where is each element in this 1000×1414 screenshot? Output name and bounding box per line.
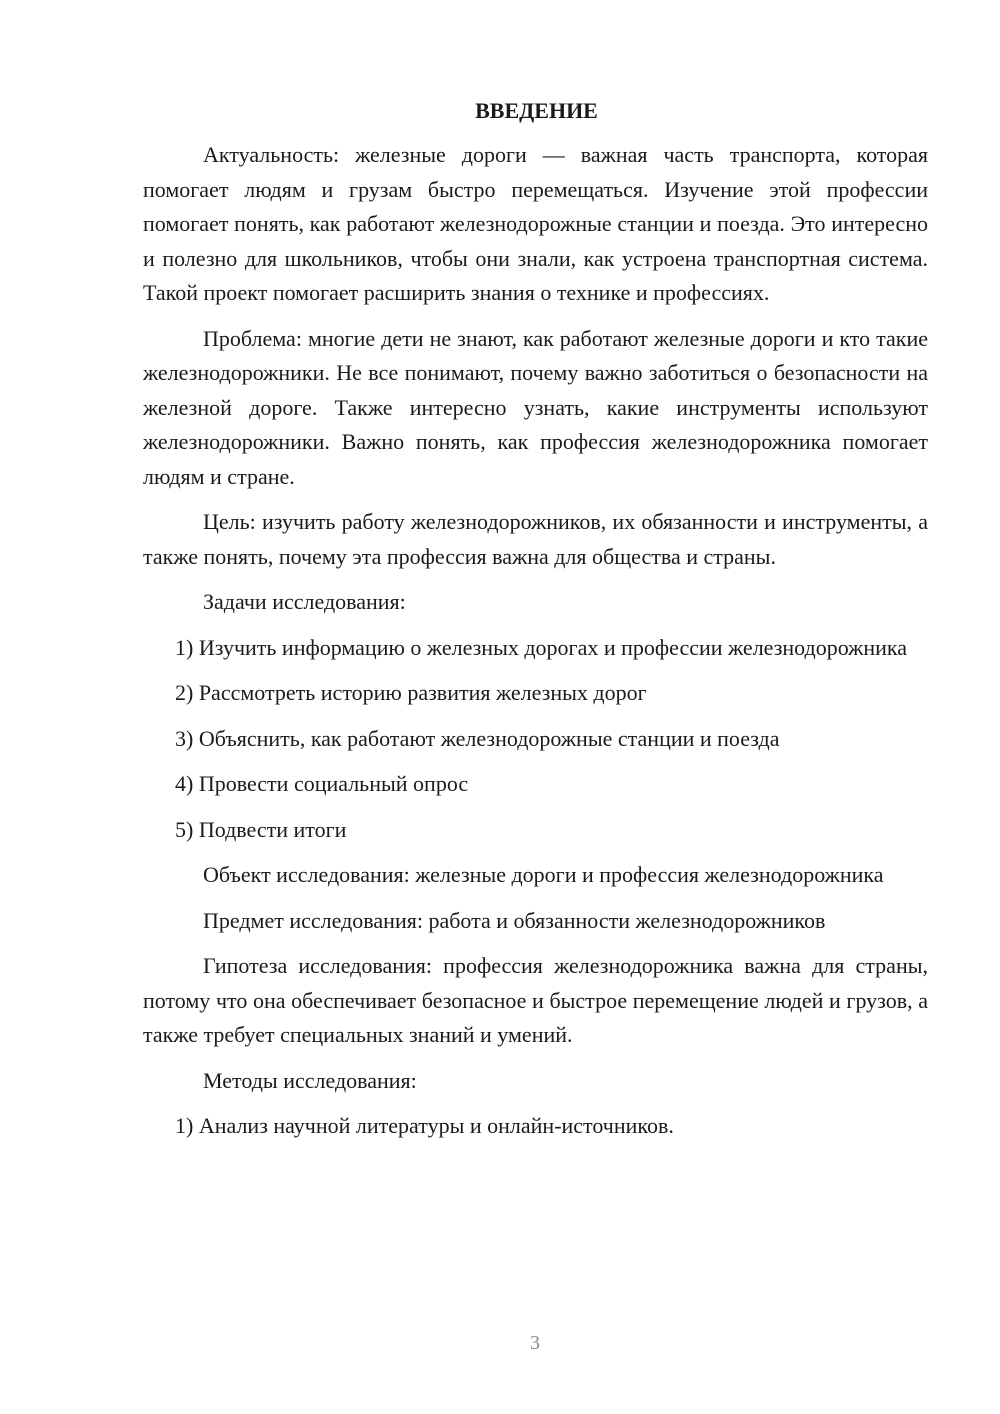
object-paragraph: Объект исследования: железные дороги и профессия железнодорожника xyxy=(203,862,884,887)
task-item-4: 4) Провести социальный опрос xyxy=(175,771,469,796)
task-item-5: 5) Подвести итоги xyxy=(175,816,347,842)
problem-paragraph: Проблема: многие дети не знают, как работают железные дороги и кто такие железнодорожники. Не все понимают, почему важно заботиться о безопасности на железной дороге. Также интересно узнать, какие инструменты используют железнодорожники. Важно понять, как профессия железнодорожника помогает людям и стране. xyxy=(143,325,928,489)
section-title: ВВЕДЕНИЕ xyxy=(475,98,598,123)
page-number: 3 xyxy=(530,1332,540,1354)
relevance-paragraph: Актуальность: железные дороги — важная часть транспорта, которая помогает людям и грузам быстро перемещаться. Изучение этой профессии помогает понять, как работают железнодорожные станции и поезда. Это интересно и полезно для школьников, чтобы они знали, как устроена транспортная система. Такой проект помогает расширить знания о технике и профессиях. xyxy=(143,142,928,305)
subject-paragraph: Предмет исследования: работа и обязанности железнодорожников xyxy=(203,907,826,933)
task-item-1: 1) Изучить информацию о железных дорогах и профессии железнодорожника xyxy=(175,634,908,660)
method-item-1: 1) Анализ научной литературы и онлайн-источников. xyxy=(175,1113,674,1138)
methods-heading: Методы исследования: xyxy=(203,1067,417,1093)
document-body xyxy=(143,94,928,1155)
task-item-3: 3) Объяснить, как работают железнодорожные станции и поезда xyxy=(175,725,780,751)
task-item-2: 2) Рассмотреть историю развития железных дорог xyxy=(175,680,647,705)
hypothesis-paragraph: Гипотеза исследования: профессия железнодорожника важна для страны, потому что она обеспечивает безопасное и быстрое перемещение людей и грузов, а также требует специальных знаний и умений. xyxy=(143,953,928,1047)
tasks-heading: Задачи исследования: xyxy=(203,589,406,614)
goal-paragraph: Цель: изучить работу железнодорожников, их обязанности и инструменты, а также понять, почему эта профессия важна для общества и страны. xyxy=(143,509,928,569)
